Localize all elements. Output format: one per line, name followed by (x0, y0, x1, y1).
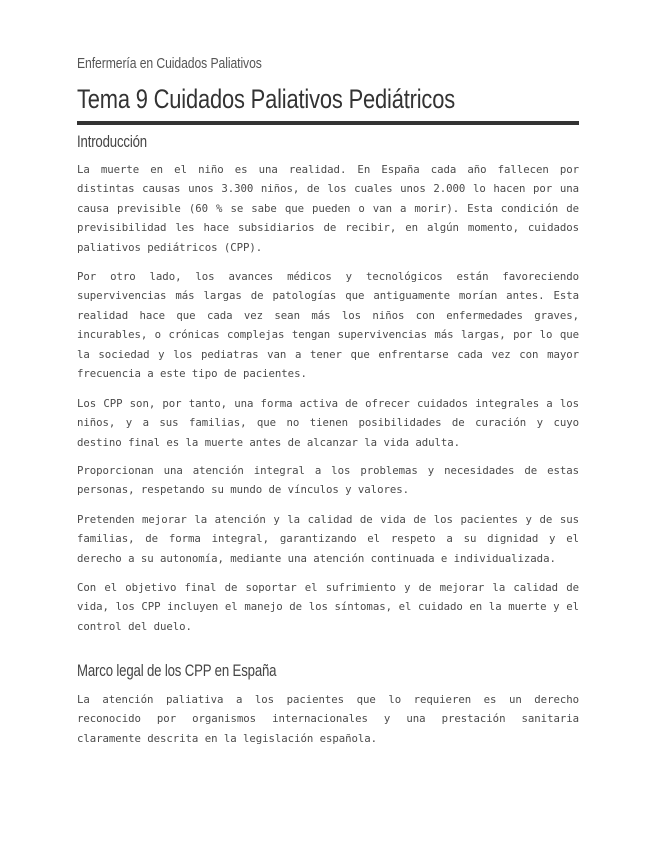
paragraph: La atención paliativa a los pacientes que lo requieren es un derecho reconocido por organismos internacionales y una prestación sanitaria claramente descrita en la legislación española. (77, 693, 579, 745)
section-heading-marco-legal: Marco legal de los CPP en España (77, 662, 277, 680)
paragraph: Por otro lado, los avances médicos y tecnológicos están favoreciendo supervivencias más largas de patologías que antiguamente morían antes. Esta realidad hace que cada vez sean más los niños con enfermedades graves, incurables, o crónicas complejas tengan supervivencias más largas, por lo que la sociedad y los pediatras van a tener que enfrentarse cada vez con mayor frecuencia a este tipo de pacientes. (77, 270, 579, 381)
paragraph: La muerte en el niño es una realidad. En España cada año fallecen por distintas causas unos 3.300 niños, de los cuales unos 2.000 lo hacen por una causa previsible (60 % se sabe que pueden o van a morir). Esta condición de previsibilidad les hace subsidiarios de recibir, en algún momento, cuidados paliativos pediátricos (CPP). (77, 163, 579, 254)
running-header: Enfermería en Cuidados Paliativos (77, 56, 262, 72)
section-heading-introduccion: Introducción (77, 133, 147, 151)
paragraph: Proporcionan una atención integral a los problemas y necesidades de estas personas, respetando su mundo de vínculos y valores. (77, 464, 579, 497)
chapter-title: Tema 9 Cuidados Paliativos Pediátricos (77, 84, 455, 114)
paragraph: Pretenden mejorar la atención y la calidad de vida de los pacientes y de sus familias, de forma integral, garantizando el respeto a su dignidad y el derecho a su autonomía, mediante una atención continuada e individualizada. (77, 513, 579, 565)
title-divider (77, 121, 579, 125)
paragraph: Con el objetivo final de soportar el sufrimiento y de mejorar la calidad de vida, los CPP incluyen el manejo de los síntomas, el cuidado en la muerte y el control del duelo. (77, 581, 579, 633)
paragraph: Los CPP son, por tanto, una forma activa de ofrecer cuidados integrales a los niños, y a sus familias, que no tienen posibilidades de curación y cuyo destino final es la muerte antes de alcanzar la vida adulta. (77, 397, 579, 449)
